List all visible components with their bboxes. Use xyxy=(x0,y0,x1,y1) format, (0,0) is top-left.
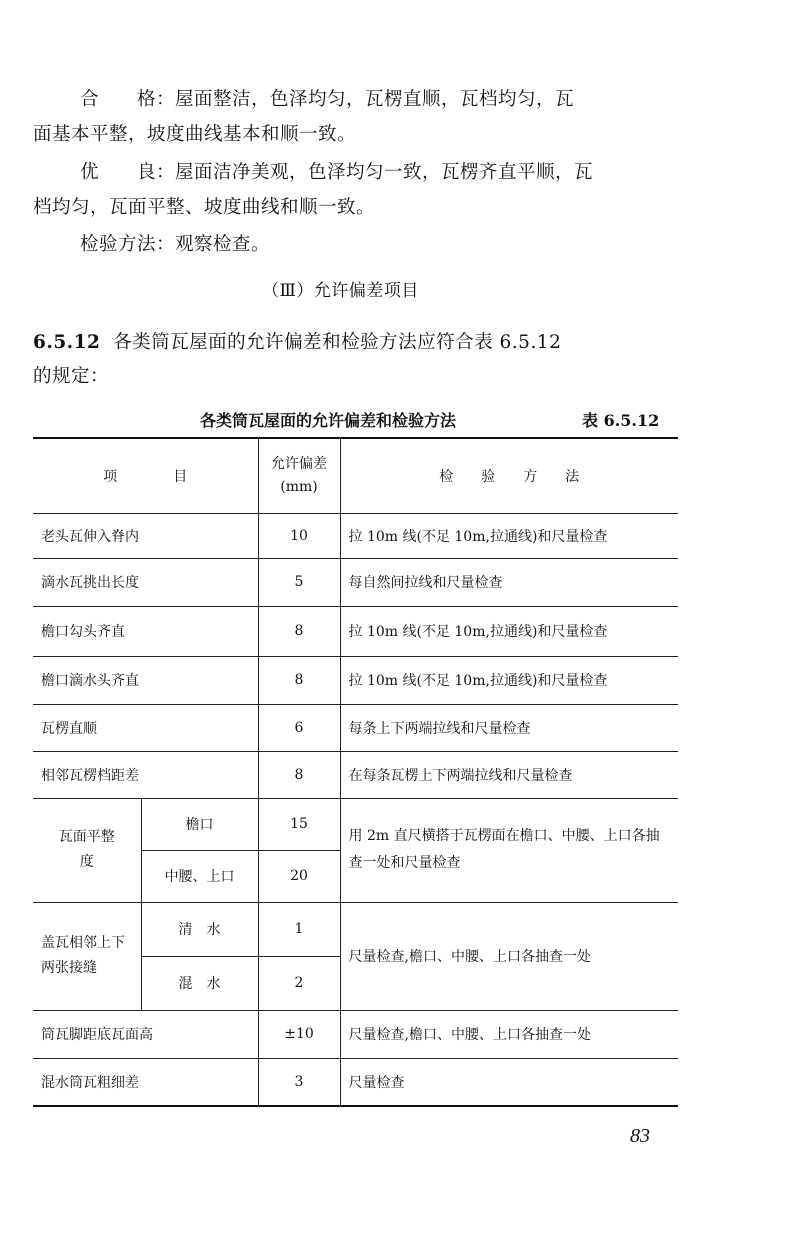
page-number: 83 xyxy=(630,1125,650,1147)
value-cell: 15 xyxy=(258,798,340,850)
header-tolerance: 允许偏差(mm) xyxy=(258,438,340,513)
method-cell: 尺量检查,檐口、中腰、上口各抽查一处 xyxy=(340,1010,678,1058)
value-cell: 2 xyxy=(258,956,340,1010)
value-cell: 3 xyxy=(258,1058,340,1106)
clause-line xyxy=(33,328,561,354)
item-cell: 檐口勾头齐直 xyxy=(33,606,258,656)
sub-item-cell: 混 水 xyxy=(141,956,258,1010)
table-row xyxy=(33,606,678,656)
method-cell: 拉 10m 线(不足 10m,拉通线)和尺量检查 xyxy=(340,656,678,704)
paragraph-line: 优 良：屋面洁净美观，色泽均匀一致，瓦楞齐直平顺，瓦 xyxy=(80,162,594,183)
table-title: 各类筒瓦屋面的允许偏差和检验方法 xyxy=(200,411,457,430)
table-row-group xyxy=(33,902,678,956)
value-cell: 10 xyxy=(258,513,340,558)
method-cell: 用 2m 直尺横搭于瓦楞面在檐口、中腰、上口各抽查一处和尺量检查 xyxy=(340,798,678,902)
method-cell: 拉 10m 线(不足 10m,拉通线)和尺量检查 xyxy=(340,513,678,558)
section-heading: （Ⅲ）允许偏差项目 xyxy=(262,281,419,301)
paragraph-line: 合 格：屋面整洁，色泽均匀，瓦楞直顺，瓦档均匀，瓦 xyxy=(80,89,575,110)
value-cell: ±10 xyxy=(258,1010,340,1058)
method-cell: 尺量检查 xyxy=(340,1058,678,1106)
sub-item-cell: 檐口 xyxy=(141,798,258,850)
table-row xyxy=(33,656,678,704)
group-item-cell: 瓦面平整度 xyxy=(33,798,141,902)
item-cell: 檐口滴水头齐直 xyxy=(33,656,258,704)
paragraph-line: 面基本平整，坡度曲线基本和顺一致。 xyxy=(33,124,357,145)
table-row xyxy=(33,558,678,606)
sub-item-cell: 清 水 xyxy=(141,902,258,956)
value-cell: 20 xyxy=(258,850,340,902)
item-cell: 滴水瓦挑出长度 xyxy=(33,558,258,606)
table-row xyxy=(33,751,678,798)
method-cell: 拉 10m 线(不足 10m,拉通线)和尺量检查 xyxy=(340,606,678,656)
item-cell: 瓦楞直顺 xyxy=(33,704,258,751)
value-cell: 8 xyxy=(258,606,340,656)
group-item-cell: 盖瓦相邻上下两张接缝 xyxy=(33,902,141,1010)
clause-line-2: 的规定： xyxy=(33,366,110,387)
table-row xyxy=(33,513,678,558)
clause-text: 各类筒瓦屋面的允许偏差和检验方法应符合表 6.5.12 xyxy=(113,332,562,353)
item-cell: 筒瓦脚距底瓦面高 xyxy=(33,1010,258,1058)
paragraph-line: 检验方法：观察检查。 xyxy=(80,234,271,255)
table-row-group xyxy=(33,798,678,850)
item-cell: 相邻瓦楞档距差 xyxy=(33,751,258,798)
tolerance-table xyxy=(33,437,678,1107)
value-cell: 8 xyxy=(258,751,340,798)
item-cell: 老头瓦伸入脊内 xyxy=(33,513,258,558)
header-item: 项 目 xyxy=(33,438,258,513)
table-label: 表 6.5.12 xyxy=(582,411,660,430)
item-cell: 混水筒瓦粗细差 xyxy=(33,1058,258,1106)
value-cell: 1 xyxy=(258,902,340,956)
method-cell: 尺量检查,檐口、中腰、上口各抽查一处 xyxy=(340,902,678,1010)
sub-item-cell: 中腰、上口 xyxy=(141,850,258,902)
table-row xyxy=(33,1010,678,1058)
paragraph-line: 档均匀，瓦面平整、坡度曲线和顺一致。 xyxy=(33,197,376,218)
value-cell: 5 xyxy=(258,558,340,606)
value-cell: 6 xyxy=(258,704,340,751)
method-cell: 每自然间拉线和尺量检查 xyxy=(340,558,678,606)
table-row xyxy=(33,704,678,751)
method-cell: 每条上下两端拉线和尺量检查 xyxy=(340,704,678,751)
clause-number: 6.5.12 xyxy=(33,332,101,353)
value-cell: 8 xyxy=(258,656,340,704)
table-row xyxy=(33,1058,678,1106)
header-method: 检 验 方 法 xyxy=(340,438,678,513)
table-header-row xyxy=(33,438,678,513)
method-cell: 在每条瓦楞上下两端拉线和尺量检查 xyxy=(340,751,678,798)
